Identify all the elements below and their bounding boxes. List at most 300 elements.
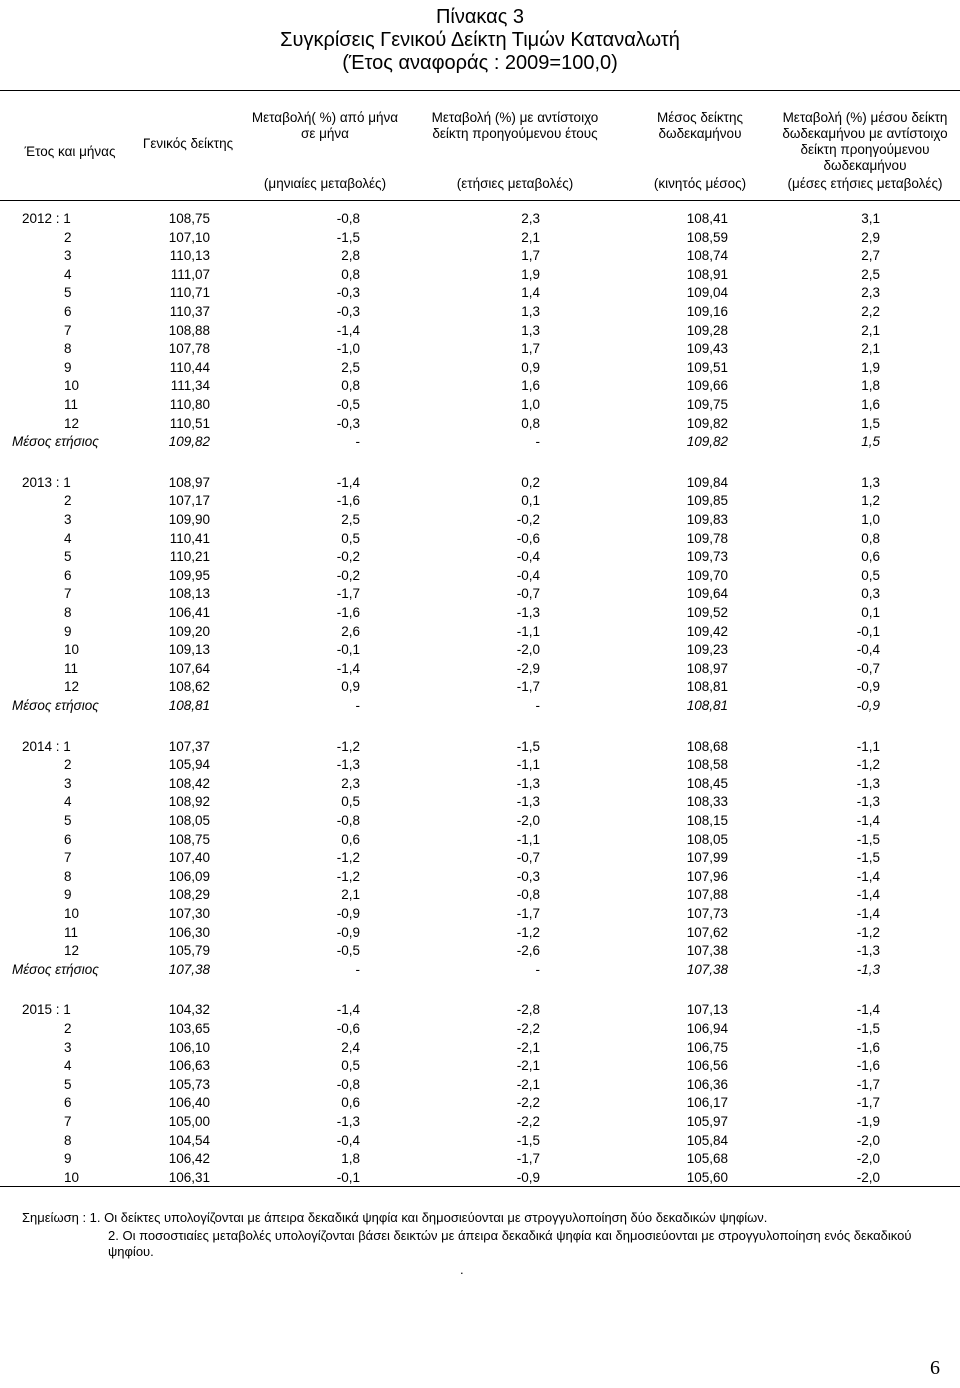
table-cell: -0,8: [336, 1076, 360, 1092]
annual-average-row: [0, 697, 960, 715]
table-cell: -2,2: [516, 1021, 540, 1036]
header-avg-index: [610, 110, 790, 142]
table-cell: 2015 : 1: [22, 1002, 71, 1018]
table-cell: 1,2: [861, 493, 880, 509]
header-avg-change-l2: δωδεκαμήνου με αντίστοιχο: [782, 126, 948, 141]
table-cell: 109,82: [686, 415, 728, 431]
table-row: [0, 511, 960, 529]
page-number: 6: [930, 1357, 940, 1379]
table-cell: -1,2: [336, 850, 360, 866]
table-cell: -1,4: [856, 1002, 880, 1018]
table-row: [0, 660, 960, 678]
header-top-rule: [0, 90, 960, 91]
table-cell: 109,23: [686, 642, 728, 658]
table-cell: -0,3: [336, 285, 360, 301]
header-avg-index-l2: δωδεκαμήνου: [658, 126, 742, 141]
table-cell: 109,82: [686, 434, 728, 450]
table-row: [0, 474, 960, 492]
table-row: [0, 678, 960, 696]
table-cell: 1,0: [861, 512, 880, 527]
table-cell: -0,5: [336, 943, 360, 959]
table-cell: 0,8: [341, 266, 360, 282]
table-cell: 1,4: [521, 285, 540, 301]
table-cell: 107,30: [168, 906, 210, 921]
table-cell: -1,4: [336, 1002, 360, 1018]
table-title-line1: Πίνακας 3: [435, 6, 525, 28]
table-cell: -1,9: [856, 1114, 880, 1129]
table-cell: 0,5: [341, 794, 360, 810]
table-cell: -1,3: [856, 775, 880, 791]
table-cell: 0,1: [521, 493, 540, 509]
table-cell: -2,0: [856, 1151, 880, 1167]
table-cell: -1,4: [856, 887, 880, 903]
table-bottom-rule: [0, 1186, 960, 1187]
table-cell: -1,6: [856, 1039, 880, 1055]
table-cell: -0,9: [516, 1169, 540, 1185]
table-row: [0, 340, 960, 358]
table-cell: 1,7: [521, 341, 540, 357]
table-cell: Μέσος ετήσιος: [12, 434, 99, 450]
table-cell: -1,3: [856, 961, 880, 977]
table-cell: 0,8: [861, 530, 880, 546]
table-cell: 109,64: [686, 586, 728, 602]
table-cell: 9: [64, 1151, 72, 1167]
table-cell: 108,45: [686, 775, 728, 791]
table-cell: 108,75: [168, 211, 210, 226]
table-cell: 105,97: [686, 1114, 728, 1129]
table-cell: 0,1: [861, 605, 880, 620]
table-cell: 108,42: [168, 775, 210, 791]
header-avg-change-sub: (μέσες ετήσιες μεταβολές): [787, 176, 943, 191]
header-avg-change-l1: Μεταβολή (%) μέσου δείκτη: [782, 110, 948, 125]
table-cell: 5: [64, 1076, 72, 1092]
table-cell: 108,29: [168, 887, 210, 903]
table-row: [0, 868, 960, 886]
table-cell: 108,74: [686, 248, 728, 264]
table-row: [0, 1020, 960, 1038]
table-cell: 1,6: [861, 397, 880, 412]
table-cell: 2,5: [861, 266, 880, 282]
header-avg-index-sub: (κινητός μέσος): [653, 176, 747, 191]
annual-average-row: [0, 961, 960, 979]
table-cell: -1,3: [516, 605, 540, 620]
table-cell: 5: [64, 813, 72, 828]
table-cell: -0,7: [516, 850, 540, 866]
table-cell: -0,2: [516, 512, 540, 527]
table-cell: -0,1: [856, 623, 880, 639]
table-cell: 2,5: [341, 359, 360, 375]
header-annual-change-l1: Μεταβολή (%) με αντίστοιχο: [431, 110, 599, 125]
table-cell: 1,9: [521, 266, 540, 282]
table-cell: -0,7: [856, 660, 880, 676]
table-row: [0, 793, 960, 811]
table-cell: 2: [64, 757, 72, 773]
header-monthly-change-l1: Μεταβολή( %) από μήνα: [251, 110, 399, 125]
table-cell: 109,82: [168, 434, 210, 450]
table-cell: 2013 : 1: [22, 474, 71, 490]
table-cell: -2,8: [516, 1002, 540, 1018]
table-cell: 0,3: [861, 586, 880, 602]
table-cell: -0,7: [516, 586, 540, 602]
table-cell: 107,40: [168, 850, 210, 866]
annual-average-row: [0, 433, 960, 451]
table-row: [0, 492, 960, 510]
table-row: [0, 924, 960, 942]
table-cell: 1,0: [521, 397, 540, 412]
header-avg-change-l4: δωδεκαμήνου: [823, 158, 907, 173]
table-cell: 0,2: [521, 474, 540, 490]
table-cell: 106,56: [686, 1058, 728, 1074]
table-cell: -0,9: [856, 679, 880, 695]
table-cell: 109,95: [168, 567, 210, 583]
table-cell: 110,41: [169, 530, 210, 546]
table-cell: -0,4: [516, 567, 540, 583]
table-cell: 105,94: [168, 757, 210, 773]
table-cell: -0,5: [336, 397, 360, 412]
table-cell: -2,9: [516, 660, 540, 676]
table-cell: 106,42: [168, 1151, 210, 1167]
table-cell: 0,5: [341, 1058, 360, 1074]
table-cell: 108,58: [686, 757, 728, 773]
table-cell: 2,1: [341, 887, 360, 903]
table-cell: 9: [64, 359, 72, 375]
table-cell: 1,3: [521, 322, 540, 338]
table-cell: 107,10: [168, 229, 210, 245]
table-cell: -1,5: [856, 850, 880, 866]
table-cell: 109,85: [686, 493, 728, 509]
table-cell: 105,60: [686, 1169, 728, 1185]
table-cell: -1,1: [516, 757, 540, 773]
table-cell: -1,6: [336, 605, 360, 620]
table-cell: 109,43: [686, 341, 728, 357]
table-cell: 107,62: [686, 924, 728, 940]
table-cell: -2,1: [516, 1076, 540, 1092]
table-cell: 2: [64, 1021, 72, 1036]
table-cell: 103,65: [168, 1021, 210, 1036]
table-cell: -0,3: [336, 415, 360, 431]
table-cell: 106,63: [168, 1058, 210, 1074]
table-cell: -2,0: [856, 1169, 880, 1185]
table-cell: 109,28: [686, 322, 728, 338]
table-cell: 0,8: [341, 378, 360, 394]
table-cell: 2: [64, 493, 72, 509]
table-cell: -1,4: [856, 868, 880, 884]
table-cell: 2012 : 1: [22, 211, 71, 226]
table-cell: 111,07: [170, 266, 210, 282]
table-cell: 108,05: [168, 813, 210, 828]
table-cell: 107,64: [168, 660, 210, 676]
header-monthly-change: [240, 110, 410, 142]
table-row: [0, 1113, 960, 1131]
header-general-index: [128, 136, 248, 152]
table-cell: -1,7: [516, 1151, 540, 1167]
table-cell: 2,7: [861, 248, 880, 264]
table-cell: -0,6: [336, 1021, 360, 1036]
table-cell: 106,30: [168, 924, 210, 940]
table-cell: 2,1: [861, 341, 880, 357]
table-row: [0, 530, 960, 548]
table-cell: 1,7: [521, 248, 540, 264]
table-cell: 111,34: [170, 378, 210, 394]
table-cell: -1,2: [336, 868, 360, 884]
table-cell: -: [535, 698, 540, 713]
table-row: [0, 1150, 960, 1168]
table-cell: -0,3: [516, 868, 540, 884]
table-cell: -: [355, 698, 360, 713]
table-cell: Μέσος ετήσιος: [12, 698, 99, 713]
table-cell: -0,4: [516, 549, 540, 565]
header-general-index-label: Γενικός δείκτης: [142, 136, 234, 151]
table-cell: 109,51: [686, 359, 728, 375]
table-cell: -1,5: [516, 1132, 540, 1148]
table-cell: 108,59: [686, 229, 728, 245]
table-cell: 110,37: [169, 304, 210, 319]
table-cell: 8: [64, 1132, 72, 1148]
table-cell: 105,68: [686, 1151, 728, 1167]
table-cell: -1,1: [516, 623, 540, 639]
table-cell: 12: [64, 943, 80, 959]
header-monthly-change-l2: σε μήνα: [301, 126, 349, 141]
table-cell: 110,71: [169, 285, 210, 301]
table-row: [0, 1057, 960, 1075]
table-cell: 5: [64, 549, 72, 565]
table-cell: 0,6: [341, 1095, 360, 1111]
table-cell: 8: [64, 868, 72, 884]
table-cell: 107,37: [168, 738, 210, 754]
table-cell: 107,38: [686, 961, 728, 977]
table-row: [0, 1039, 960, 1057]
table-cell: -0,8: [516, 887, 540, 903]
table-cell: -1,6: [856, 1058, 880, 1074]
table-cell: 105,84: [686, 1132, 728, 1148]
table-cell: 0,6: [341, 831, 360, 847]
table-cell: 7: [64, 322, 72, 338]
table-cell: 11: [64, 397, 79, 412]
table-cell: -0,3: [336, 304, 360, 319]
table-cell: -1,6: [336, 493, 360, 509]
table-cell: 106,17: [686, 1095, 728, 1111]
table-cell: -0,2: [336, 567, 360, 583]
table-row: [0, 1132, 960, 1150]
note-1: Σημείωση : 1. Οι δείκτες υπολογίζονται με άπειρα δεκαδικά ψηφία και δημοσιεύονται με στρογγυλοποίηση δύο δεκαδικών ψηφίων.: [22, 1210, 768, 1225]
table-cell: 109,83: [686, 512, 728, 527]
table-cell: 109,52: [686, 605, 728, 620]
table-title-line2: Συγκρίσεις Γενικού Δείκτη Τιμών Καταναλωτή: [280, 29, 680, 51]
table-cell: 4: [64, 266, 72, 282]
table-cell: 108,81: [686, 679, 728, 695]
table-row: [0, 303, 960, 321]
table-cell: 110,80: [169, 397, 210, 412]
table-cell: 107,38: [686, 943, 728, 959]
table-cell: 8: [64, 605, 72, 620]
header-year-month-label: Έτος και μήνας: [24, 144, 116, 159]
table-cell: Μέσος ετήσιος: [12, 961, 99, 977]
table-cell: 109,42: [686, 623, 728, 639]
table-cell: 2,5: [341, 512, 360, 527]
table-cell: 1,9: [861, 359, 880, 375]
table-cell: -1,7: [856, 1095, 880, 1111]
table-cell: -0,1: [336, 642, 360, 658]
table-cell: 4: [64, 1058, 72, 1074]
table-cell: -1,2: [856, 924, 880, 940]
table-cell: -2,6: [516, 943, 540, 959]
table-cell: 0,8: [521, 415, 540, 431]
table-cell: 1,3: [521, 304, 540, 319]
table-cell: -1,7: [516, 906, 540, 921]
table-cell: 108,41: [686, 211, 728, 226]
table-cell: 104,54: [168, 1132, 210, 1148]
table-title-line3: (Έτος αναφοράς : 2009=100,0): [342, 52, 618, 74]
table-cell: 108,92: [168, 794, 210, 810]
table-cell: 106,31: [168, 1169, 210, 1185]
table-row: [0, 1001, 960, 1019]
table-cell: 107,78: [168, 341, 210, 357]
table-row: [0, 775, 960, 793]
table-cell: 1,6: [521, 378, 540, 394]
table-cell: 2,6: [341, 623, 360, 639]
header-monthly-change-sub: (μηνιαίες μεταβολές): [263, 176, 387, 191]
notes: [22, 1210, 942, 1259]
table-cell: 108,81: [168, 698, 210, 713]
table-cell: 4: [64, 794, 72, 810]
table-row: [0, 359, 960, 377]
table-cell: 8: [64, 341, 72, 357]
table-cell: -0,4: [856, 642, 880, 658]
table-row: [0, 905, 960, 923]
table-cell: 10: [64, 906, 80, 921]
table-cell: 2,1: [521, 229, 540, 245]
table-cell: -: [355, 961, 360, 977]
table-row: [0, 738, 960, 756]
table-cell: 104,32: [168, 1002, 210, 1018]
table-cell: 3,1: [861, 211, 880, 226]
table-row: [0, 756, 960, 774]
table-cell: 109,84: [686, 474, 728, 490]
table-row: [0, 1169, 960, 1187]
table-row: [0, 886, 960, 904]
table-cell: 6: [64, 567, 72, 583]
table-cell: 2,4: [341, 1039, 360, 1055]
table-cell: 105,00: [168, 1114, 210, 1129]
table-cell: 106,75: [686, 1039, 728, 1055]
table-cell: 108,13: [168, 586, 210, 602]
table-cell: -1,4: [856, 813, 880, 828]
table-cell: 3: [64, 248, 72, 264]
table-cell: -0,4: [336, 1132, 360, 1148]
table-cell: 7: [64, 586, 72, 602]
table-row: [0, 604, 960, 622]
note-2: 2. Οι ποσοστιαίες μεταβολές υπολογίζονται βάσει δεικτών με άπειρα δεκαδικά ψηφία και δημοσιεύονται με στρογγυλοποίηση ενός δεκαδικού ψηφίου.: [108, 1228, 912, 1259]
table-row: [0, 284, 960, 302]
table-cell: 6: [64, 304, 72, 319]
table-cell: 2,3: [521, 211, 540, 226]
table-cell: -1,5: [516, 738, 540, 754]
table-cell: 108,81: [686, 698, 728, 713]
table-cell: -: [355, 434, 360, 450]
header-year-month: [0, 144, 140, 160]
table-cell: -2,0: [856, 1132, 880, 1148]
table-cell: 108,68: [686, 738, 728, 754]
table-cell: 109,13: [168, 642, 210, 658]
table-cell: -2,2: [516, 1114, 540, 1129]
header-bottom-rule: [0, 200, 960, 201]
table-cell: -2,2: [516, 1095, 540, 1111]
table-cell: 2,8: [341, 248, 360, 264]
table-cell: -1,3: [516, 794, 540, 810]
table-cell: -0,6: [516, 530, 540, 546]
table-cell: 108,88: [168, 322, 210, 338]
table-cell: 12: [64, 415, 80, 431]
table-cell: 107,96: [686, 868, 728, 884]
table-row: [0, 585, 960, 603]
table-row: [0, 229, 960, 247]
table-row: [0, 831, 960, 849]
table-row: [0, 415, 960, 433]
table-cell: 107,73: [686, 906, 728, 921]
table-cell: -0,9: [336, 906, 360, 921]
table-row: [0, 247, 960, 265]
table-cell: 105,73: [168, 1076, 210, 1092]
table-cell: -1,2: [516, 924, 540, 940]
table-cell: 2,3: [341, 775, 360, 791]
table-cell: -2,0: [516, 642, 540, 658]
table-cell: 106,09: [168, 868, 210, 884]
table-cell: 109,16: [686, 304, 728, 319]
table-cell: 1,5: [861, 415, 880, 431]
table-cell: 110,21: [169, 549, 210, 565]
table-cell: 10: [64, 642, 80, 658]
table-cell: 2: [64, 229, 72, 245]
table-cell: -1,4: [336, 474, 360, 490]
table-cell: 110,44: [169, 359, 210, 375]
table-cell: -0,9: [856, 698, 880, 713]
table-cell: 0,5: [341, 530, 360, 546]
table-cell: 6: [64, 1095, 72, 1111]
table-cell: -1,3: [336, 1114, 360, 1129]
table-cell: 106,41: [168, 605, 210, 620]
table-cell: 10: [64, 378, 80, 394]
table-cell: 12: [64, 679, 80, 695]
table-cell: 106,40: [168, 1095, 210, 1111]
table-cell: 5: [64, 285, 72, 301]
table-cell: 106,36: [686, 1076, 728, 1092]
table-row: [0, 623, 960, 641]
table-cell: 9: [64, 887, 72, 903]
table-cell: 109,70: [686, 567, 728, 583]
header-annual-change-l2: δείκτη προηγούμενου έτους: [432, 126, 598, 141]
table-cell: -1,4: [336, 322, 360, 338]
table-row: [0, 641, 960, 659]
table-cell: -1,7: [516, 679, 540, 695]
table-cell: 2,9: [861, 229, 880, 245]
table-cell: 0,9: [341, 679, 360, 695]
table-cell: 107,38: [168, 961, 210, 977]
header-avg-index-l1: Μέσος δείκτης: [657, 110, 743, 125]
table-cell: 109,66: [686, 378, 728, 394]
table-cell: 110,13: [169, 248, 210, 264]
table-cell: 108,05: [686, 831, 728, 847]
table-cell: -2,0: [516, 813, 540, 828]
table-row: [0, 266, 960, 284]
table-cell: 109,75: [686, 397, 728, 412]
table-cell: -1,2: [856, 757, 880, 773]
table-cell: 107,88: [686, 887, 728, 903]
table-cell: -0,1: [336, 1169, 360, 1185]
table-cell: -1,2: [336, 738, 360, 754]
table-row: [0, 942, 960, 960]
table-cell: 106,10: [168, 1039, 210, 1055]
table-row: [0, 849, 960, 867]
